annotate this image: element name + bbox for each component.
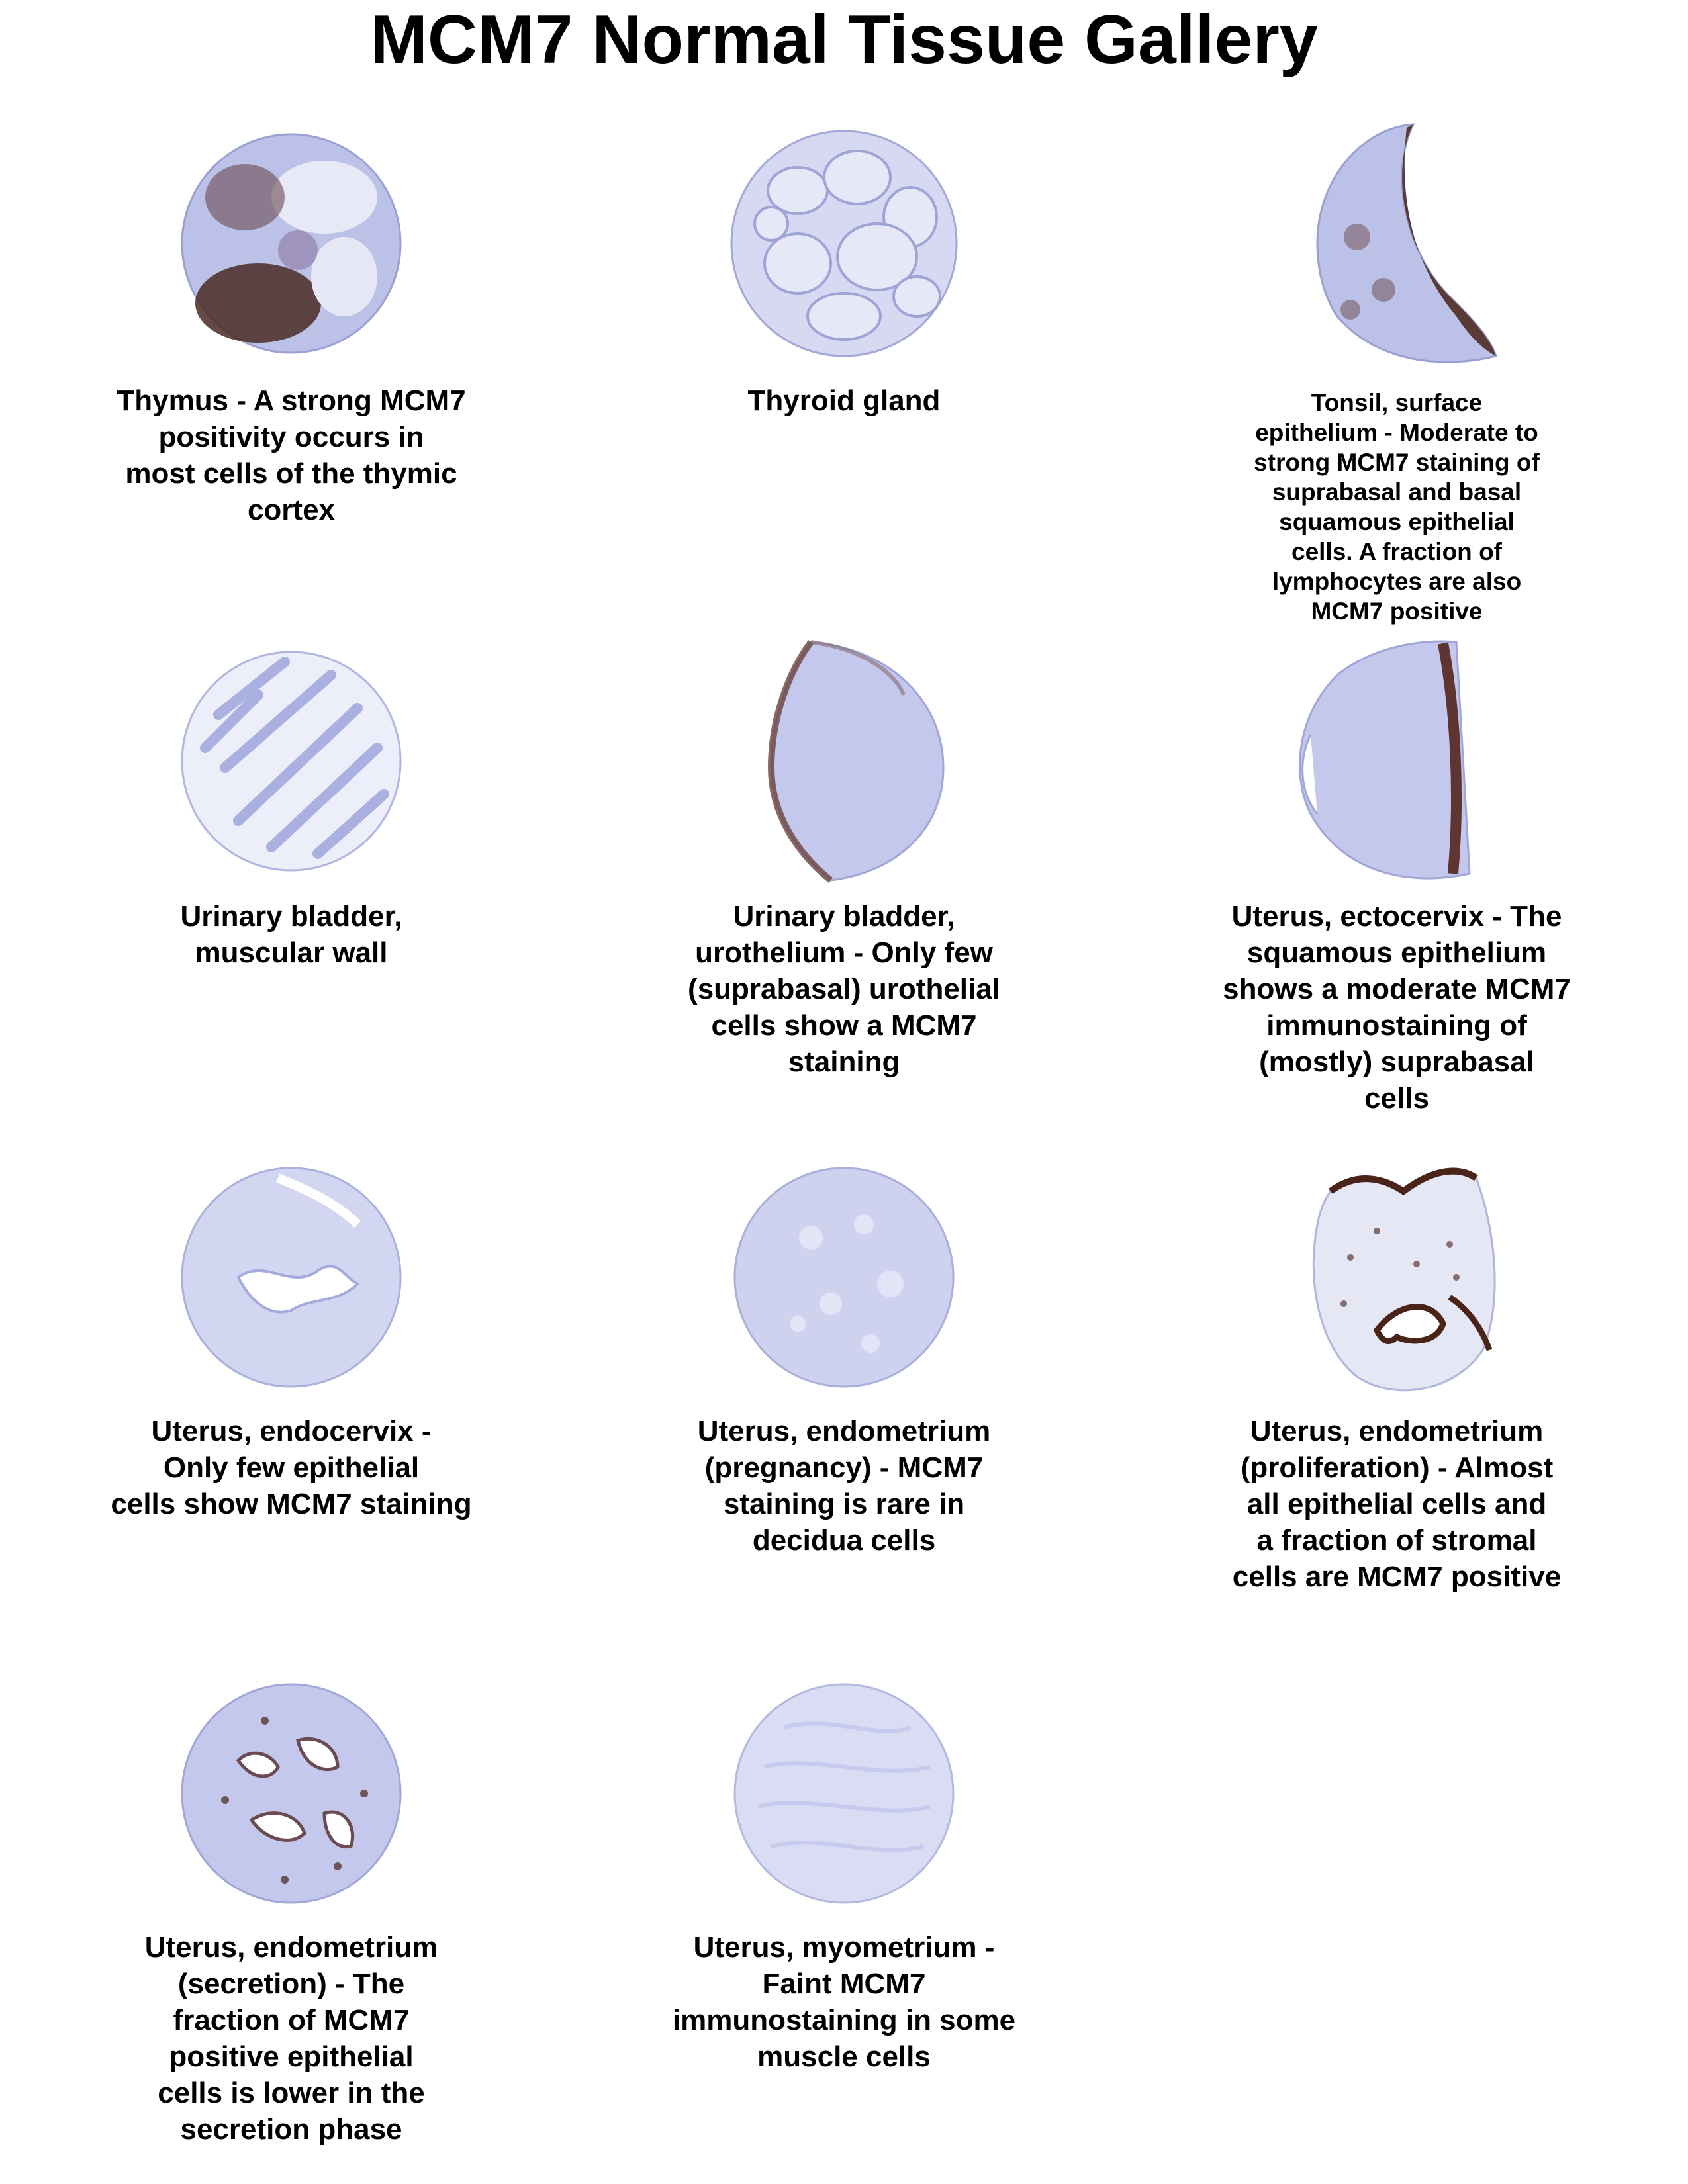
tile-uterus-myometrium	[639, 1668, 1049, 2073]
tile-caption: Thyroid gland	[747, 385, 941, 417]
tissue-core-image	[179, 635, 404, 887]
tile-thymus	[86, 118, 496, 528]
tile-caption: Urinary bladder, muscular wall	[180, 900, 402, 969]
tile-uterus-endocervix	[86, 1152, 496, 1520]
tile-caption: Urinary bladder, urothelium - Only few (suprabasal) urothelial cells show a MCM7 staining	[688, 900, 1000, 1078]
tissue-core-svg	[731, 635, 957, 887]
tile-caption: Thymus - A strong MCM7 positivity occurs in most cells of the thymic cortex	[117, 385, 466, 526]
tile-caption: Uterus, myometrium - Faint MCM7 immunostaining in some muscle cells	[672, 1931, 1016, 2073]
tissue-core-image	[1278, 635, 1516, 887]
tile-uterus-endometrium-secretion	[86, 1668, 496, 2144]
tissue-core-image	[725, 118, 963, 369]
tissue-core-image	[179, 1668, 404, 1919]
tile-caption: Uterus, ectocervix - The squamous epithelium shows a moderate MCM7 immunostaining of (mostly) suprabasal cells	[1223, 900, 1571, 1115]
tissue-core-image	[1291, 118, 1503, 369]
tile-caption: Uterus, endometrium (secretion) - The fraction of MCM7 positive epithelial cells is lower in the secretion phase	[144, 1931, 438, 2146]
page-title: MCM7 Normal Tissue Gallery	[370, 1, 1318, 78]
tile-uterus-endometrium-pregnancy	[639, 1152, 1049, 1557]
tissue-core-svg	[179, 118, 404, 369]
tile-uterus-endometrium-proliferation	[1192, 1152, 1602, 1602]
tissue-core-image	[731, 1668, 957, 1919]
tissue-core-svg	[1278, 635, 1516, 887]
tissue-core-svg	[179, 1152, 404, 1403]
tissue-core-svg	[179, 1668, 404, 1919]
tissue-core-svg	[1291, 118, 1503, 369]
tissue-core-svg	[731, 1152, 957, 1403]
tile-thyroid-gland	[639, 118, 1049, 528]
tissue-core-svg	[179, 635, 404, 887]
tile-caption: Uterus, endometrium (pregnancy) - MCM7 staining is rare in decidua cells	[697, 1415, 991, 1557]
tissue-core-svg	[731, 1668, 957, 1919]
tile-uterus-ectocervix	[1192, 635, 1602, 1138]
tissue-core-image	[731, 635, 957, 887]
tissue-core-image	[179, 1152, 404, 1403]
tissue-core-svg	[725, 118, 963, 369]
tissue-core-image	[731, 1152, 957, 1403]
tile-caption: Tonsil, surface epithelium - Moderate to strong MCM7 staining of suprabasal and basal squamous epithelial cells. A fraction of lymphocytes are also MCM7 positive	[1254, 389, 1540, 625]
tissue-core-image	[1284, 1152, 1509, 1403]
tile-caption: Uterus, endometrium (proliferation) - Almost all epithelial cells and a fraction of stromal cells are MCM7 positive	[1232, 1415, 1562, 1593]
tissue-core-svg	[1284, 1152, 1509, 1403]
tile-caption: Uterus, endocervix - Only few epithelial cells show MCM7 staining	[111, 1415, 472, 1520]
tile-urinary-bladder-muscular-wall	[86, 635, 496, 979]
tissue-core-image	[179, 118, 404, 369]
tile-urinary-bladder-urothelium	[639, 635, 1049, 1099]
tile-tonsil	[1192, 118, 1602, 634]
